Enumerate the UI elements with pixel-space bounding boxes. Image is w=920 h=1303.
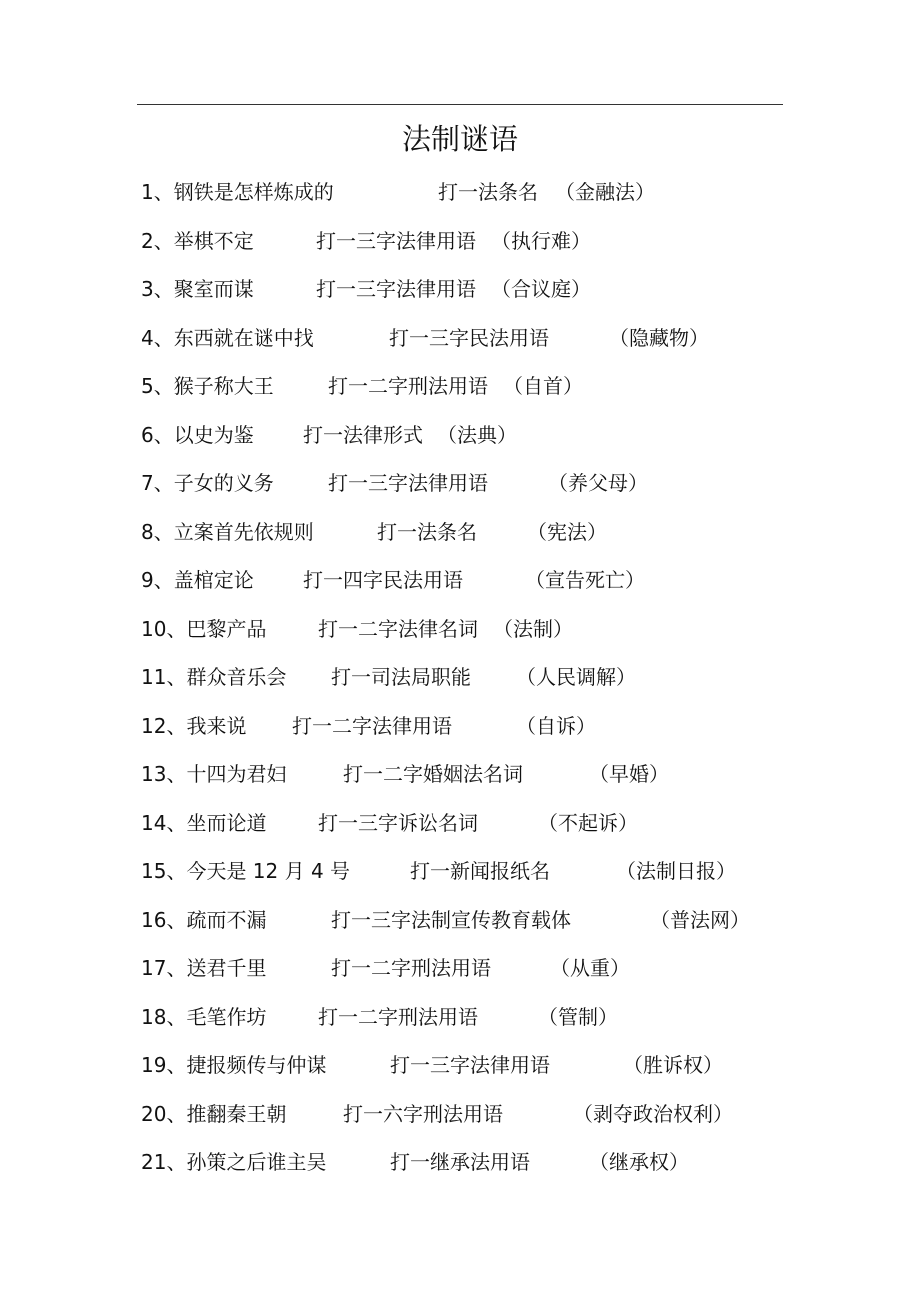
riddle-item	[141, 899, 801, 948]
riddle-question: 10、巴黎产品	[141, 616, 267, 641]
riddle-answer: （法制日报）	[616, 859, 736, 883]
riddle-item	[141, 1141, 801, 1190]
riddle-question: 20、推翻秦王朝	[141, 1101, 287, 1126]
riddle-hint: 打一法律形式	[303, 422, 423, 447]
riddle-hint: 打一二字刑法用语	[331, 956, 491, 980]
riddle-hint: 打一三字法律用语	[390, 1053, 550, 1077]
riddle-item	[141, 753, 801, 802]
riddle-item	[141, 317, 801, 366]
riddle-item	[141, 268, 801, 317]
riddle-question: 5、猴子称大王	[141, 374, 274, 398]
riddle-question: 19、捷报频传与仲谋	[141, 1053, 327, 1077]
riddle-answer: （胜诉权）	[623, 1053, 723, 1077]
riddle-question: 16、疏而不漏	[141, 907, 267, 932]
riddle-item	[141, 705, 801, 754]
page-title: 法制谜语	[401, 122, 518, 156]
riddle-hint: 打一三字法制宣传教育载体	[331, 907, 571, 932]
riddle-hint: 打一继承法用语	[390, 1150, 530, 1174]
riddle-item	[141, 608, 801, 657]
riddle-answer: （从重）	[550, 956, 630, 980]
riddle-item	[141, 511, 801, 560]
riddle-item	[141, 1093, 801, 1142]
riddle-answer: （管制）	[538, 1004, 618, 1029]
riddle-hint: 打一三字法律用语	[316, 277, 476, 301]
riddle-answer: （法制）	[493, 616, 573, 641]
riddle-item	[141, 656, 801, 705]
riddle-answer: （剥夺政治权利）	[573, 1101, 733, 1126]
riddle-question: 11、群众音乐会	[141, 665, 287, 689]
riddle-hint: 打一二字刑法用语	[318, 1004, 478, 1029]
riddle-question: 3、聚室而谋	[141, 277, 254, 301]
riddle-item	[141, 850, 801, 899]
riddle-answer: （养父母）	[548, 471, 648, 495]
riddle-item	[141, 171, 801, 220]
riddle-answer: （不起诉）	[538, 810, 638, 835]
riddle-item	[141, 462, 801, 511]
riddle-answer: （金融法）	[555, 180, 655, 204]
header-rule	[137, 104, 783, 105]
riddle-hint: 打一法条名	[438, 180, 538, 204]
riddle-answer: （早婚）	[589, 762, 669, 786]
riddle-answer: （普法网）	[650, 907, 750, 932]
riddle-item	[141, 414, 801, 463]
riddle-hint: 打一二字法律用语	[292, 713, 452, 738]
riddle-answer: （自诉）	[516, 713, 596, 738]
riddle-list	[141, 171, 801, 1190]
riddle-question: 6、以史为鉴	[141, 422, 254, 447]
riddle-question: 14、坐而论道	[141, 810, 267, 835]
riddle-item	[141, 802, 801, 851]
riddle-hint: 打一四字民法用语	[303, 568, 463, 592]
riddle-question: 15、今天是 12 月 4 号	[141, 859, 351, 883]
riddle-question: 7、子女的义务	[141, 471, 274, 495]
riddle-question: 4、东西就在谜中找	[141, 325, 314, 350]
riddle-hint: 打一法条名	[377, 519, 477, 544]
riddle-answer: （自首）	[503, 374, 583, 398]
riddle-answer: （执行难）	[491, 228, 591, 253]
riddle-answer: （隐藏物）	[609, 325, 709, 350]
riddle-answer: （宪法）	[527, 519, 607, 544]
riddle-question: 13、十四为君妇	[141, 762, 287, 786]
riddle-hint: 打一三字诉讼名词	[318, 810, 478, 835]
riddle-hint: 打一三字法律用语	[328, 471, 488, 495]
riddle-question: 17、送君千里	[141, 956, 267, 980]
riddle-answer: （合议庭）	[491, 277, 591, 301]
riddle-item	[141, 947, 801, 996]
riddle-hint: 打一司法局职能	[331, 665, 471, 689]
riddle-answer: （法典）	[437, 422, 517, 447]
riddle-item	[141, 1044, 801, 1093]
riddle-item	[141, 996, 801, 1045]
riddle-hint: 打一二字法律名词	[318, 616, 478, 641]
riddle-hint: 打一三字民法用语	[389, 325, 549, 350]
riddle-question: 1、钢铁是怎样炼成的	[141, 180, 334, 204]
riddle-hint: 打一六字刑法用语	[343, 1101, 503, 1126]
riddle-answer: （人民调解）	[516, 665, 636, 689]
riddle-question: 2、举棋不定	[141, 228, 254, 253]
riddle-item	[141, 220, 801, 269]
riddle-question: 18、毛笔作坊	[141, 1004, 267, 1029]
riddle-answer: （继承权）	[589, 1150, 689, 1174]
riddle-hint: 打一二字婚姻法名词	[343, 762, 523, 786]
riddle-hint: 打一新闻报纸名	[410, 859, 550, 883]
riddle-answer: （宣告死亡）	[525, 568, 645, 592]
riddle-hint: 打一三字法律用语	[316, 228, 476, 253]
riddle-hint: 打一二字刑法用语	[328, 374, 488, 398]
riddle-question: 12、我来说	[141, 713, 247, 738]
riddle-question: 21、孙策之后谁主吴	[141, 1150, 327, 1174]
riddle-question: 9、盖棺定论	[141, 568, 254, 592]
riddle-question: 8、立案首先依规则	[141, 519, 314, 544]
riddle-item	[141, 365, 801, 414]
riddle-item	[141, 559, 801, 608]
